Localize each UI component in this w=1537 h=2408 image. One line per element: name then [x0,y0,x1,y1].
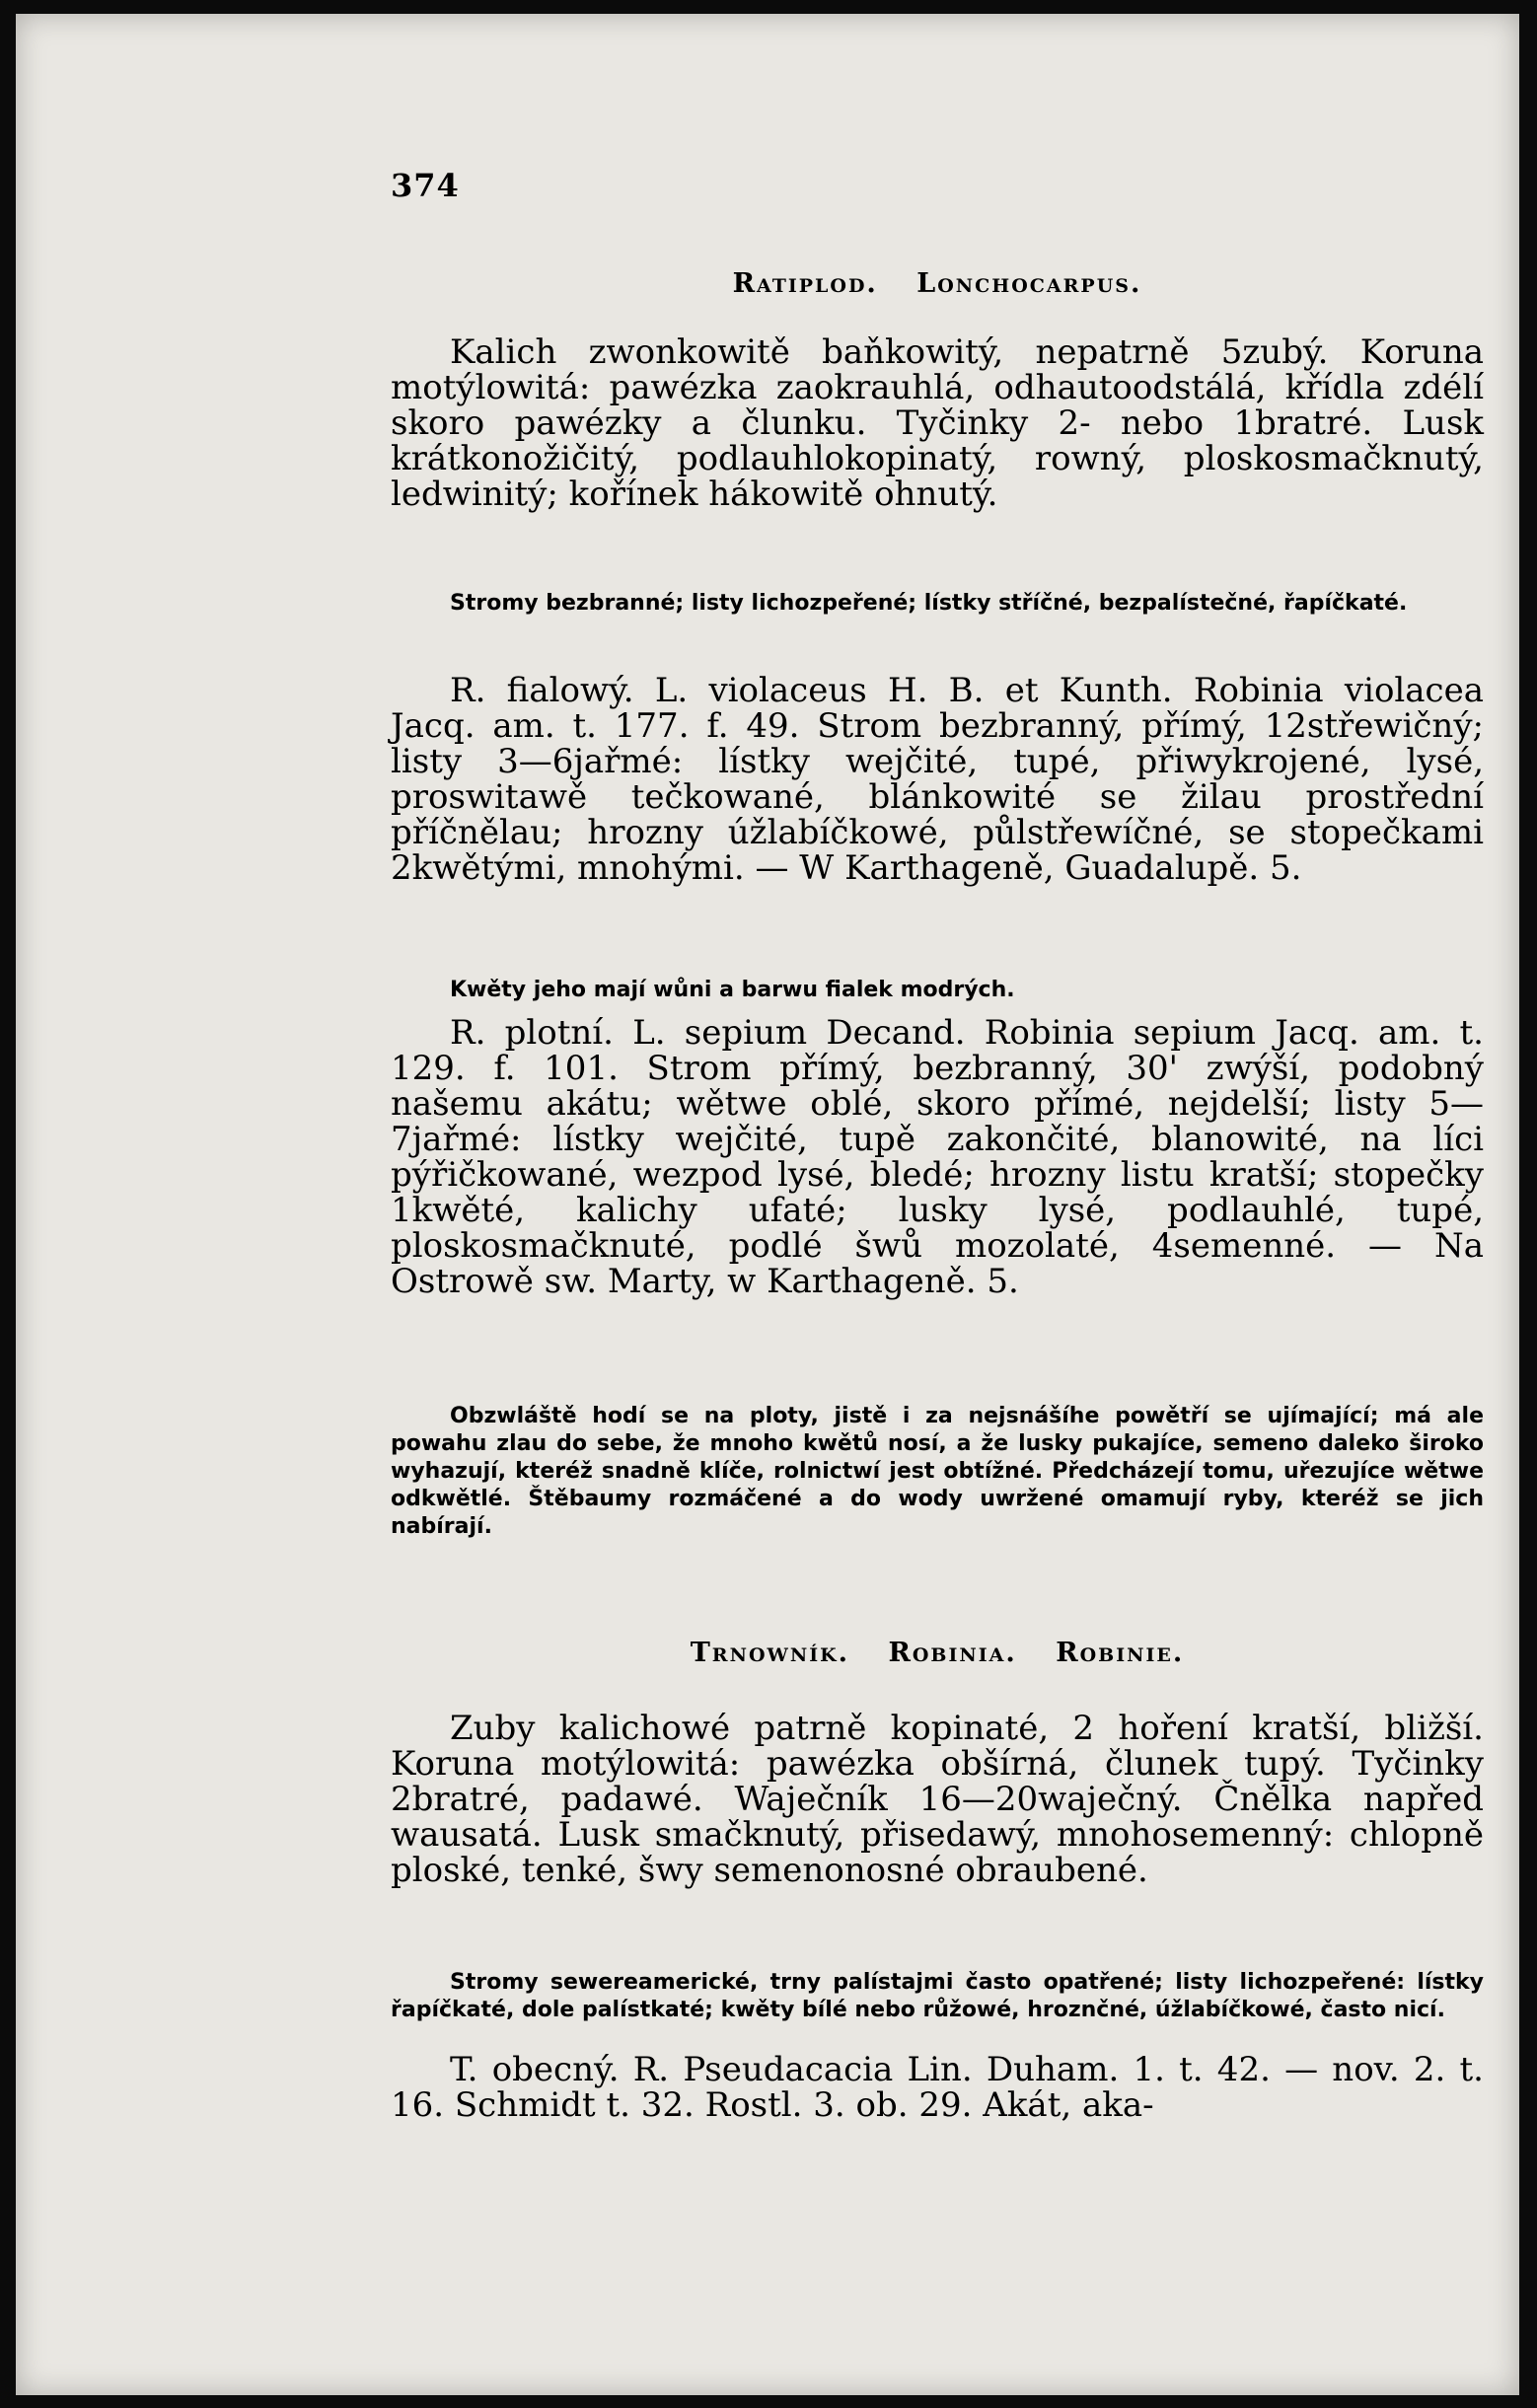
genus-latin-name: Lonchocarpus. [916,268,1142,299]
genus-note: Stromy bezbranné; listy lichozpeřené; lístky stříčné, bezpalístečné, řapíčkaté. [450,591,1408,616]
genus-description: Kalich zwonkowitě baňkowitý, nepatrně 5zubý. Koruna motýlowitá: pawézka zaokrauhlá, odhautoodstálá, křídla zdélí skoro pawézky a člunku. Tyčinky 2- nebo 1bratré. Lusk krátkonožičitý, podlauhlokopinatý, rowný, ploskosmačknutý, ledwinitý; kořínek hákowitě ohnutý. [391,332,1484,514]
page-number: 374 [391,167,460,204]
species-entry-sepium: R. plotní. L. sepium Decand. Robinia sepium Jacq. am. t. 129. f. 101. Strom přímý, bezbranný, 30' zwýší, podobný našemu akátu; wětwe oblé, skoro přímé, nejdelší; listy 5—7jařmé: lístky wejčité, tupě zakončité, blanowité, na líci pýřičkowané, wezpod lysé, bledé; hrozny listu kratší; stopečky 1kwěté, kalichy ufaté; lusky lysé, podlauhlé, tupé, ploskosmačknuté, podlé šwů mozolaté, 4semenné. — Na Ostrowě sw. Marty, w Karthageně. 5. [391,1013,1484,1301]
species-entry-violaceus: R. fialowý. L. violaceus H. B. et Kunth. Robinia violacea Jacq. am. t. 177. f. 49. Strom bezbranný, přímý, 12střewičný; listy 3—6jařmé: lístky wejčité, tupé, přiwykrojené, lysé, proswitawě tečkowané, blánkowité se žilau prostřední příčnělau; hrozny úžlabíčkowé, půlstřewíčné, se stopečkami 2kwětými, mnohými. — W Karthageně, Guadalupě. 5. [391,671,1484,888]
section-header-lonchocarpus [391,268,1484,299]
genus2-czech-name: Trnowník. [690,1638,850,1668]
genus2-note: Stromy sewereamerické, trny palístajmi často opatřené; listy lichozpeřené: lístky řapíčkaté, dole palístkaté; kwěty bílé nebo růžowé, hroznčné, úžlabíčkowé, často nicí. [391,1970,1484,2022]
genus2-description: Zuby kalichowé patrně kopinaté, 2 hoření kratší, bližší. Koruna motýlowitá: pawézka obšírná, člunek tupý. Tyčinky 2bratré, padawé. Waječník 16—20waječný. Čnělka napřed wausatá. Lusk smačknutý, přisedawý, mnohosemenný: chlopně ploské, tenké, šwy semenonosné obraubené. [391,1709,1484,1890]
genus2-latin-name: Robinia. [888,1638,1017,1668]
species-entry-pseudacacia: T. obecný. R. Pseudacacia Lin. Duham. 1. t. 42. — nov. 2. t. 16. Schmidt t. 32. Rostl. 3. ob. 29. Akát, aka- [391,2050,1484,2125]
genus-czech-name: Ratiplod. [732,268,878,299]
section-header-robinia [391,1638,1484,1668]
genus2-latin-name-2: Robinie. [1056,1638,1185,1668]
species-note-sepium: Obzwláště hodí se na ploty, jistě i za nejsnášíhe powětří se ujímající; má ale powahu zlau do sebe, že mnoho kwětů nosí, a že lusky pukajíce, semeno daleko široko wyhazují, kteréž snadně klíče, rolnictwí jest obtížné. Předcházejí tomu, uřezujíce wětwe odkwětlé. Štěbaumy rozmáčené a do wody uwržené omamují ryby, kteréž se jich nabírají. [391,1404,1484,1539]
book-page [16,14,1519,2395]
species-note-violaceus: Kwěty jeho mají wůni a barwu fialek modrých. [450,978,1015,1002]
